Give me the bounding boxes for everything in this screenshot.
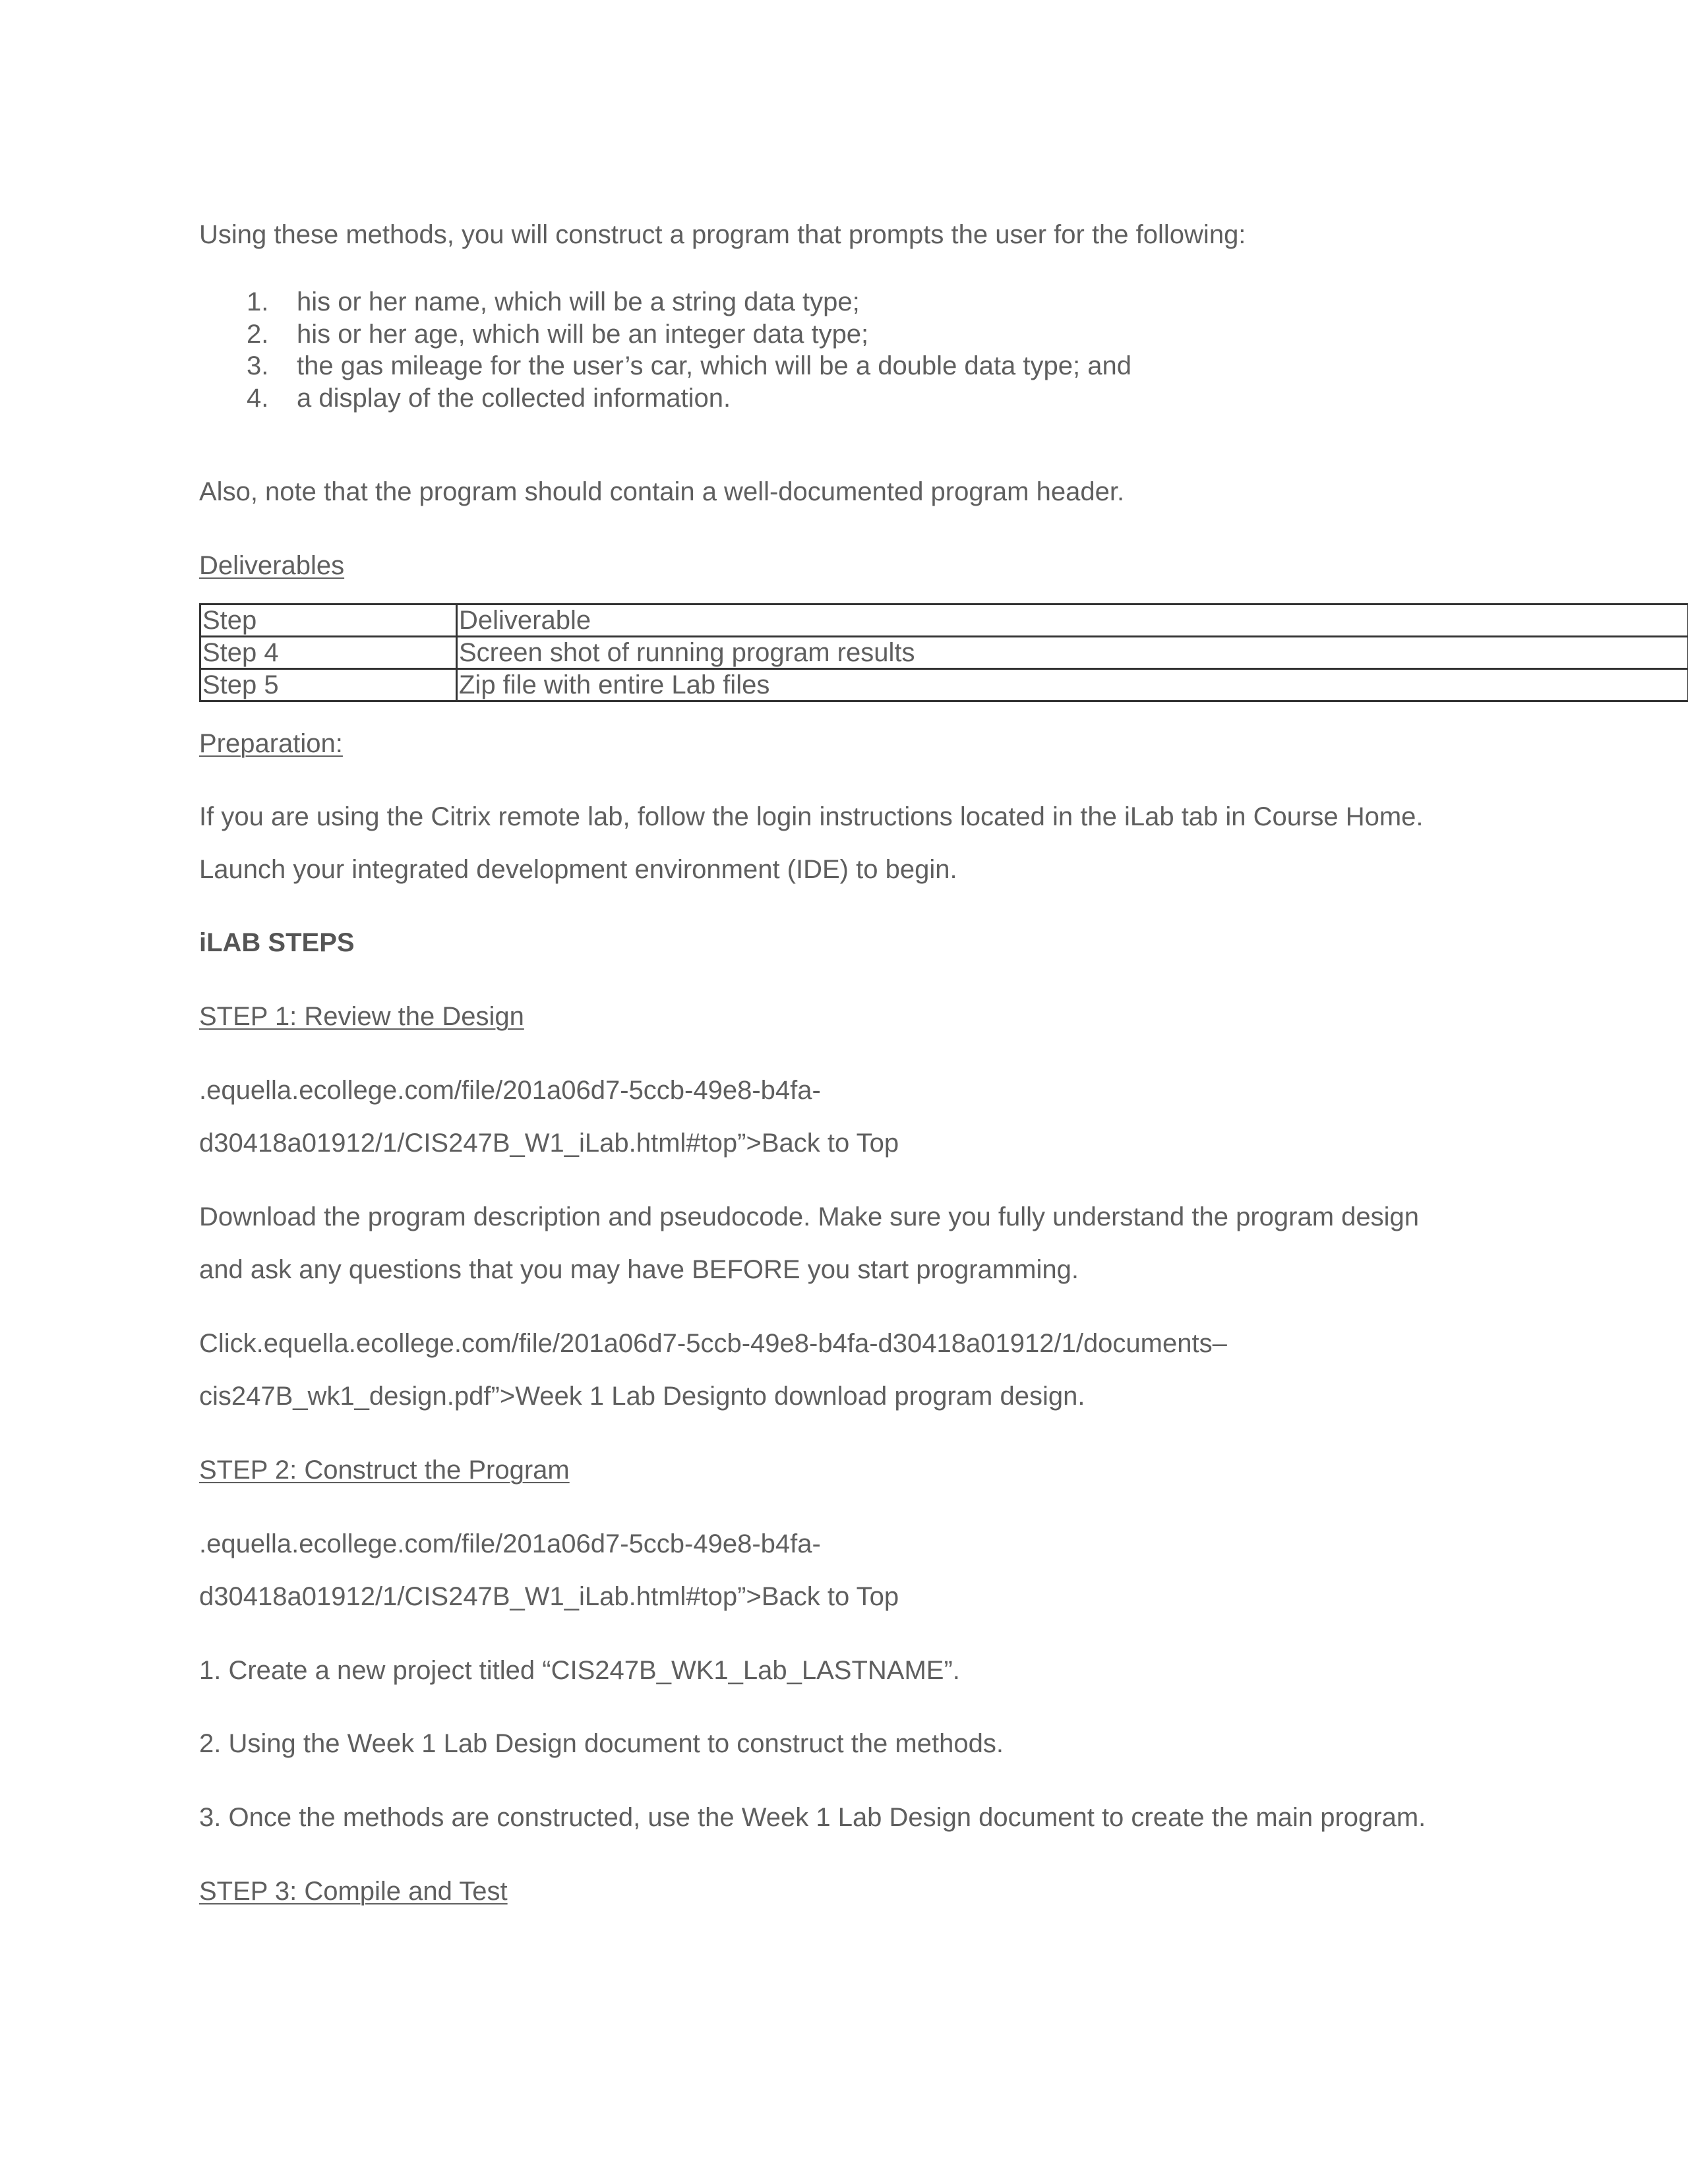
step2-link-line-1: .equella.ecollege.com/file/201a06d7-5ccb-49e8-b4fa- [199,1529,821,1558]
table-cell: Zip file with entire Lab files [457,669,1688,701]
list-item: 2. his or her age, which will be an integer data type; [247,319,869,349]
table-row [200,637,1688,669]
step2-item-2: 2. Using the Week 1 Lab Design document to construct the methods. [199,1729,1004,1758]
list-item: 4. a display of the collected information. [247,383,731,413]
step1-body-line-1: Download the program description and pseudocode. Make sure you fully understand the program design [199,1202,1419,1231]
step1-click-line-1: Click.equella.ecollege.com/file/201a06d7-5ccb-49e8-b4fa-d30418a01912/1/documents– [199,1329,1227,1358]
preparation-line-1: If you are using the Citrix remote lab, follow the login instructions located in the iLab tab in Course Home. [199,802,1424,831]
step2-item-1: 1. Create a new project titled “CIS247B_WK1_Lab_LASTNAME”. [199,1656,960,1685]
ilab-steps-heading: iLAB STEPS [199,928,355,957]
table-header-cell: Step [200,605,457,637]
table-row [200,669,1688,701]
step1-link-line-1: .equella.ecollege.com/file/201a06d7-5ccb-49e8-b4fa- [199,1076,821,1105]
table-header-row [200,605,1688,637]
step1-click-line-2: cis247B_wk1_design.pdf”>Week 1 Lab Designto download program design. [199,1382,1085,1411]
table-cell: Step 4 [200,637,457,669]
step3-heading[interactable]: STEP 3: Compile and Test [199,1877,508,1906]
step1-heading[interactable]: STEP 1: Review the Design [199,1002,524,1031]
table-header-cell: Deliverable [457,605,1688,637]
preparation-heading: Preparation: [199,729,343,758]
step2-item-3: 3. Once the methods are constructed, use the Week 1 Lab Design document to create the main program. [199,1803,1426,1832]
step1-back-to-top: d30418a01912/1/CIS247B_W1_iLab.html#top”>Back to Top [199,1129,899,1158]
note-paragraph: Also, note that the program should contain a well-documented program header. [199,477,1125,506]
prompt-list [199,286,1131,414]
table-cell: Step 5 [200,669,457,701]
preparation-line-2: Launch your integrated development environment (IDE) to begin. [199,855,957,884]
intro-paragraph: Using these methods, you will construct a program that prompts the user for the following: [199,220,1246,249]
list-item: 1. his or her name, which will be a string data type; [247,287,860,316]
deliverables-table [199,603,1688,702]
table-cell: Screen shot of running program results [457,637,1688,669]
step1-body-line-2: and ask any questions that you may have BEFORE you start programming. [199,1255,1079,1284]
step2-heading[interactable]: STEP 2: Construct the Program [199,1456,570,1485]
list-item: 3. the gas mileage for the user’s car, which will be a double data type; and [247,351,1131,380]
deliverables-heading: Deliverables [199,551,345,580]
step2-back-to-top: d30418a01912/1/CIS247B_W1_iLab.html#top”>Back to Top [199,1582,899,1611]
